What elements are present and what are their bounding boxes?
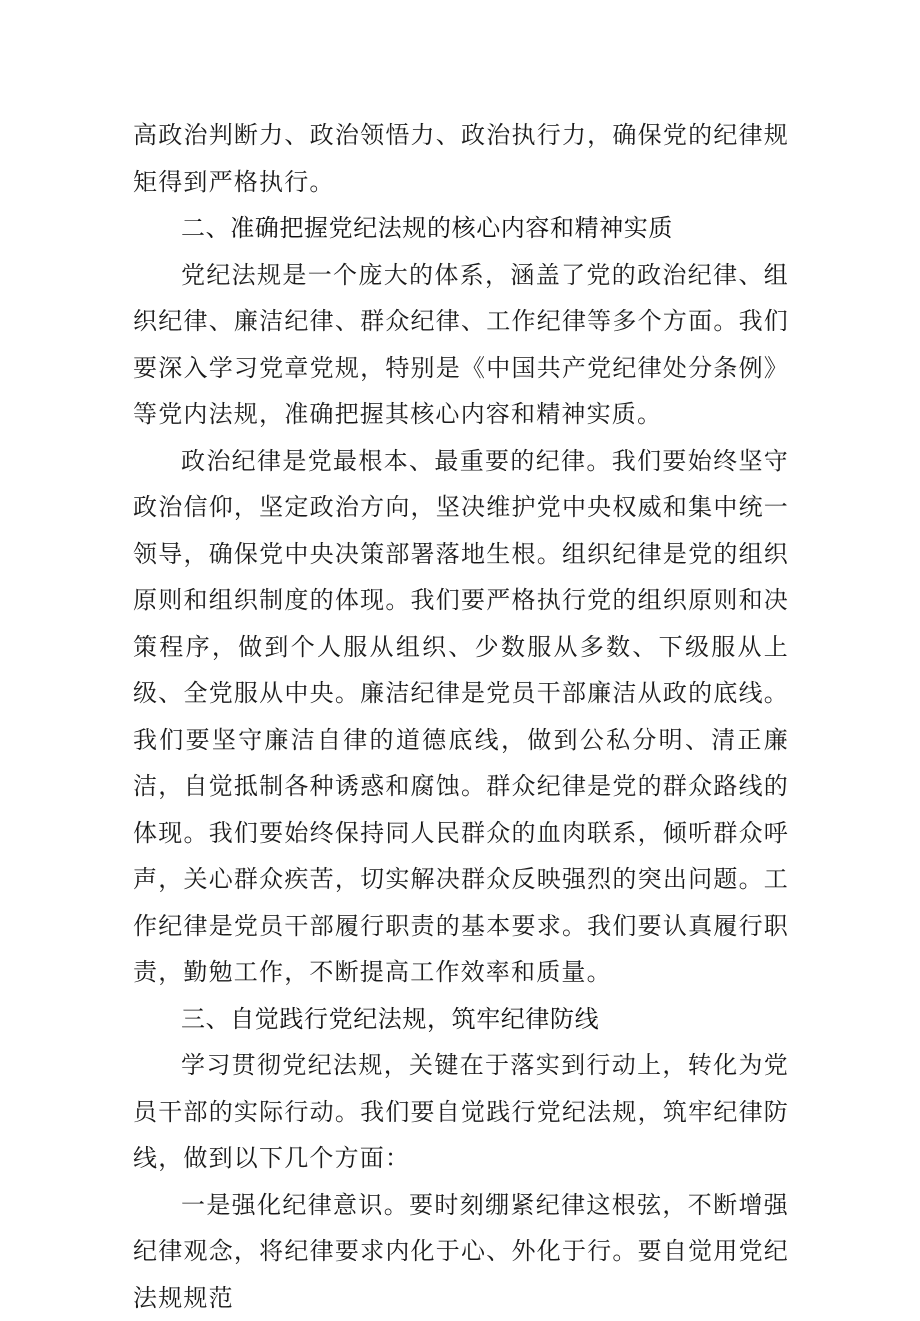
section-heading-2: 二、准确把握党纪法规的核心内容和精神实质 [133,205,789,252]
document-body [133,112,789,1321]
paragraph-practice: 学习贯彻党纪法规，关键在于落实到行动上，转化为党员干部的实际行动。我们要自觉践行党纪法规，筑牢纪律防线，做到以下几个方面： [133,1042,789,1182]
paragraph-overview: 党纪法规是一个庞大的体系，涵盖了党的政治纪律、组织纪律、廉洁纪律、群众纪律、工作纪律等多个方面。我们要深入学习党章党规，特别是《中国共产党纪律处分条例》等党内法规，准确把握其核心内容和精神实质。 [133,252,789,438]
paragraph-continuation: 高政治判断力、政治领悟力、政治执行力，确保党的纪律规矩得到严格执行。 [133,112,789,205]
paragraph-point-one: 一是强化纪律意识。要时刻绷紧纪律这根弦，不断增强纪律观念，将纪律要求内化于心、外化于行。要自觉用党纪法规规范 [133,1182,789,1321]
paragraph-disciplines: 政治纪律是党最根本、最重要的纪律。我们要始终坚守政治信仰，坚定政治方向，坚决维护党中央权威和集中统一领导，确保党中央决策部署落地生根。组织纪律是党的组织原则和组织制度的体现。我们要严格执行党的组织原则和决策程序，做到个人服从组织、少数服从多数、下级服从上级、全党服从中央。廉洁纪律是党员干部廉洁从政的底线。我们要坚守廉洁自律的道德底线，做到公私分明、清正廉洁，自觉抵制各种诱惑和腐蚀。群众纪律是党的群众路线的体现。我们要始终保持同人民群众的血肉联系，倾听群众呼声，关心群众疾苦，切实解决群众反映强烈的突出问题。工作纪律是党员干部履行职责的基本要求。我们要认真履行职责，勤勉工作，不断提高工作效率和质量。 [133,438,789,996]
section-heading-3: 三、自觉践行党纪法规，筑牢纪律防线 [133,996,789,1043]
